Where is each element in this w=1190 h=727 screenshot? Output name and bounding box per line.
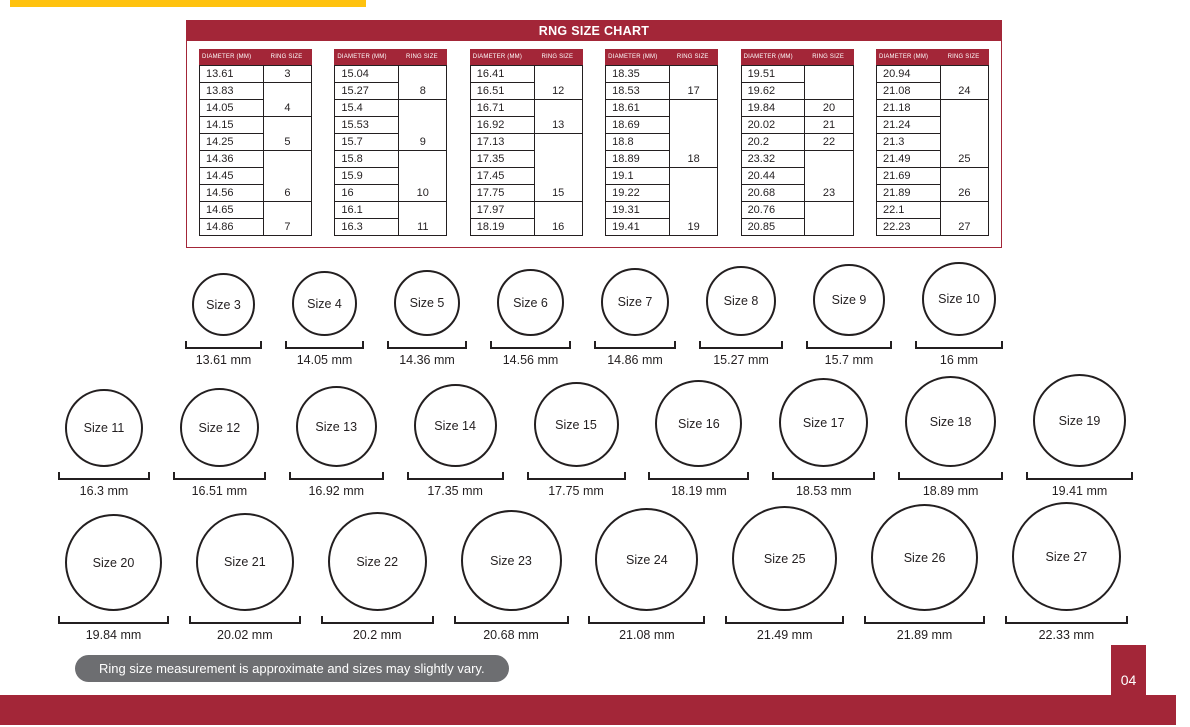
- diameter-cell: 21.3: [876, 134, 940, 151]
- ring-size-label: Size 13: [315, 419, 358, 434]
- size-table-row: [606, 168, 718, 185]
- ring-size-cell: 25: [940, 100, 988, 168]
- size-table-grid: [876, 65, 989, 236]
- diameter-cell: 15.7: [335, 134, 399, 151]
- ring-size-cell: 24: [940, 66, 988, 100]
- ring-size-cell: 4: [263, 83, 311, 117]
- ring-size-label: Size 25: [763, 551, 806, 566]
- measure-bracket: [1005, 616, 1128, 624]
- ring-size-label: Size 10: [938, 292, 980, 306]
- diameter-cell: 18.8: [606, 134, 670, 151]
- ring-size-cell: 17: [670, 66, 718, 100]
- diameter-cell: 16.51: [470, 83, 534, 100]
- diameter-cell: 15.8: [335, 151, 399, 168]
- ring-size-label: Size 12: [198, 420, 241, 435]
- ring-size-column-header: RING SIZE: [541, 54, 574, 60]
- diameter-cell: 18.19: [470, 219, 534, 236]
- size-table-row: [741, 151, 853, 168]
- ring-circle: [65, 389, 143, 467]
- footer-red-bar: [0, 695, 1176, 725]
- ring-size-label: Size 3: [206, 297, 241, 312]
- ring-circle: [905, 376, 996, 467]
- size-table: [741, 49, 854, 236]
- diameter-cell: 20.68: [741, 185, 805, 202]
- size-table-row: [200, 66, 312, 83]
- page-number-tab: 04: [1111, 645, 1146, 695]
- size-table: [876, 49, 989, 236]
- ring-size-item: [648, 380, 749, 498]
- diameter-value-label: 15.27 mm: [713, 353, 769, 367]
- size-table: [470, 49, 583, 236]
- diameter-cell: 15.04: [335, 66, 399, 83]
- ring-size-column-header: RING SIZE: [812, 54, 845, 60]
- measure-bracket: [407, 472, 504, 480]
- diameter-column-header: DIAMETER (MM): [743, 54, 793, 60]
- size-table-header: [334, 49, 447, 65]
- diameter-cell: 20.94: [876, 66, 940, 83]
- ring-size-column-header: RING SIZE: [270, 54, 303, 60]
- ring-size-label: Size 21: [223, 555, 266, 569]
- size-table-row: [200, 151, 312, 168]
- diameter-cell: 21.69: [876, 168, 940, 185]
- diameter-cell: 17.75: [470, 185, 534, 202]
- diameter-value-label: 14.86 mm: [607, 353, 663, 367]
- size-table: [199, 49, 312, 236]
- measure-bracket: [898, 472, 1003, 480]
- measure-bracket: [864, 616, 985, 624]
- ring-size-column-header: RING SIZE: [676, 54, 709, 60]
- size-table-row: [335, 66, 447, 83]
- ring-size-label: Size 15: [555, 417, 597, 432]
- ring-circle: [595, 508, 698, 611]
- size-table-row: [876, 168, 988, 185]
- diameter-cell: 15.53: [335, 117, 399, 134]
- diameter-value-label: 17.75 mm: [548, 484, 604, 498]
- diameter-value-label: 14.56 mm: [502, 353, 559, 367]
- ring-circle: [706, 266, 776, 336]
- ring-size-cell: 7: [263, 202, 311, 236]
- size-table-grid: [470, 65, 583, 236]
- ring-size-item: [321, 512, 434, 642]
- ring-size-label: Size 23: [490, 553, 532, 568]
- diameter-cell: 13.61: [200, 66, 264, 83]
- diameter-value-label: 18.89 mm: [922, 484, 979, 498]
- ring-size-cell: 3: [263, 66, 311, 83]
- diameter-cell: 19.31: [606, 202, 670, 219]
- measure-bracket: [58, 616, 169, 624]
- size-table-row: [470, 100, 582, 117]
- size-table-row: [876, 202, 988, 219]
- size-table-row: [470, 202, 582, 219]
- ring-size-item: [527, 382, 626, 498]
- diameter-value-label: 16.92 mm: [308, 484, 365, 498]
- ring-circle: [328, 512, 427, 611]
- ring-size-label: Size 5: [409, 296, 445, 310]
- size-table-row: [335, 202, 447, 219]
- ring-size-cell: 15: [534, 134, 582, 202]
- diameter-cell: 14.25: [200, 134, 264, 151]
- diameter-cell: 16.3: [335, 219, 399, 236]
- ring-size-cell: 6: [263, 151, 311, 202]
- measure-bracket: [58, 472, 150, 480]
- diameter-cell: 15.4: [335, 100, 399, 117]
- measure-bracket: [806, 341, 892, 349]
- diameter-cell: 19.84: [741, 100, 805, 117]
- ring-size-cell: 22: [805, 134, 853, 151]
- ring-size-item: [407, 384, 504, 498]
- size-table-header: [470, 49, 583, 65]
- ring-size-item: [699, 266, 783, 367]
- size-table-grid: [334, 65, 447, 236]
- diameter-column-header: DIAMETER (MM): [878, 54, 929, 60]
- ring-size-item: [173, 388, 266, 498]
- measure-bracket: [915, 341, 1003, 349]
- ring-circle: [655, 380, 742, 467]
- ring-size-label: Size 18: [929, 414, 972, 429]
- page-title: RNG SIZE CHART: [187, 21, 1001, 41]
- size-table-row: [335, 151, 447, 168]
- diameter-cell: 17.13: [470, 134, 534, 151]
- diameter-value-label: 20.02 mm: [217, 628, 273, 642]
- ring-size-cell: 27: [940, 202, 988, 236]
- diameter-value-label: 20.2 mm: [352, 628, 402, 642]
- ring-size-cell: 5: [263, 117, 311, 151]
- ring-circle: [180, 388, 259, 467]
- diameter-value-label: 18.19 mm: [671, 484, 727, 498]
- circles-row-2: [58, 368, 1133, 498]
- size-table-row: [470, 66, 582, 83]
- measure-bracket: [594, 341, 676, 349]
- diameter-cell: 13.83: [200, 83, 264, 100]
- measure-bracket: [289, 472, 384, 480]
- ring-circle: [922, 262, 996, 336]
- diameter-cell: 22.23: [876, 219, 940, 236]
- ring-circle: [1033, 374, 1126, 467]
- ring-circle: [292, 271, 357, 336]
- size-table-row: [741, 134, 853, 151]
- ring-size-label: Size 19: [1058, 413, 1101, 428]
- diameter-cell: 21.18: [876, 100, 940, 117]
- measure-bracket: [321, 616, 434, 624]
- ring-size-label: Size 4: [307, 296, 342, 311]
- diameter-cell: 15.9: [335, 168, 399, 185]
- ring-size-column-header: RING SIZE: [947, 54, 980, 60]
- ring-size-column-header: RING SIZE: [406, 54, 438, 60]
- ring-size-item: [898, 376, 1003, 498]
- size-table-row: [876, 100, 988, 117]
- diameter-cell: 14.65: [200, 202, 264, 219]
- diameter-column-header: DIAMETER (MM): [608, 54, 658, 60]
- measure-bracket: [527, 472, 626, 480]
- size-table-row: [606, 66, 718, 83]
- ring-size-cell: 9: [399, 100, 447, 151]
- diameter-cell: 14.45: [200, 168, 264, 185]
- ring-size-cell: [805, 202, 853, 236]
- ring-circle: [196, 513, 294, 611]
- ring-size-label: Size 11: [83, 421, 125, 435]
- ring-size-item: [58, 514, 169, 642]
- ring-size-label: Size 27: [1045, 549, 1088, 564]
- ring-size-item: [58, 389, 150, 498]
- ring-size-label: Size 22: [356, 554, 399, 569]
- diameter-cell: 21.08: [876, 83, 940, 100]
- measure-bracket: [699, 341, 783, 349]
- size-table-row: [741, 117, 853, 134]
- ring-size-item: [588, 508, 705, 642]
- diameter-cell: 19.1: [606, 168, 670, 185]
- diameter-cell: 18.69: [606, 117, 670, 134]
- ring-size-label: Size 16: [678, 416, 720, 431]
- ring-size-label: Size 7: [617, 295, 653, 309]
- ring-size-cell: 19: [670, 168, 718, 236]
- ring-size-item: [1005, 502, 1128, 642]
- size-table: [605, 49, 718, 236]
- measure-bracket: [725, 616, 844, 624]
- ring-circle: [732, 506, 837, 611]
- ring-size-item: [864, 504, 985, 642]
- diameter-value-label: 22.33 mm: [1038, 628, 1095, 642]
- size-table-header: [741, 49, 854, 65]
- circles-row-3: [58, 492, 1128, 642]
- diameter-cell: 21.49: [876, 151, 940, 168]
- ring-size-cell: 16: [534, 202, 582, 236]
- diameter-cell: 20.85: [741, 219, 805, 236]
- ring-circle: [192, 273, 255, 336]
- ring-circle: [461, 510, 562, 611]
- ring-size-item: [387, 270, 467, 367]
- ring-circle: [497, 269, 564, 336]
- diameter-column-header: DIAMETER (MM): [472, 54, 523, 60]
- ring-size-item: [806, 264, 892, 367]
- diameter-value-label: 16.3 mm: [79, 484, 129, 498]
- diameter-cell: 14.05: [200, 100, 264, 117]
- size-table-header: [876, 49, 989, 65]
- diameter-column-header: DIAMETER (MM): [337, 54, 387, 60]
- diameter-value-label: 13.61 mm: [195, 353, 252, 367]
- ring-size-item: [915, 262, 1003, 367]
- diameter-value-label: 16.51 mm: [191, 484, 248, 498]
- diameter-value-label: 21.49 mm: [756, 628, 813, 642]
- diameter-value-label: 19.41 mm: [1051, 484, 1108, 498]
- diameter-cell: 23.32: [741, 151, 805, 168]
- diameter-cell: 21.89: [876, 185, 940, 202]
- size-chart-panel: [186, 20, 1002, 248]
- diameter-cell: 22.1: [876, 202, 940, 219]
- ring-size-label: Size 14: [434, 418, 476, 433]
- ring-circle: [65, 514, 162, 611]
- ring-size-cell: 11: [399, 202, 447, 236]
- ring-size-item: [772, 378, 875, 498]
- diameter-cell: 20.44: [741, 168, 805, 185]
- ring-size-item: [490, 269, 571, 367]
- diameter-cell: 16.71: [470, 100, 534, 117]
- ring-size-cell: 10: [399, 151, 447, 202]
- size-table-grid: [199, 65, 312, 236]
- diameter-cell: 19.22: [606, 185, 670, 202]
- disclaimer-note: Ring size measurement is approximate and sizes may slightly vary.: [75, 655, 509, 682]
- diameter-value-label: 20.68 mm: [483, 628, 539, 642]
- diameter-cell: 16: [335, 185, 399, 202]
- diameter-value-label: 15.7 mm: [824, 353, 874, 367]
- ring-size-cell: 12: [534, 66, 582, 100]
- diameter-cell: 14.36: [200, 151, 264, 168]
- measure-bracket: [772, 472, 875, 480]
- ring-size-item: [594, 268, 676, 367]
- ring-circle: [601, 268, 669, 336]
- measure-bracket: [454, 616, 569, 624]
- ring-circle: [414, 384, 497, 467]
- size-table-row: [741, 202, 853, 219]
- ring-size-item: [725, 506, 844, 642]
- diameter-cell: 17.97: [470, 202, 534, 219]
- diameter-value-label: 21.89 mm: [896, 628, 953, 642]
- size-table-row: [741, 100, 853, 117]
- size-table-row: [335, 100, 447, 117]
- diameter-cell: 20.02: [741, 117, 805, 134]
- diameter-value-label: 14.05 mm: [296, 353, 353, 367]
- diameter-cell: 19.41: [606, 219, 670, 236]
- diameter-cell: 16.92: [470, 117, 534, 134]
- measure-bracket: [189, 616, 301, 624]
- ring-circle: [1012, 502, 1121, 611]
- diameter-value-label: 18.53 mm: [795, 484, 852, 498]
- diameter-cell: 20.2: [741, 134, 805, 151]
- diameter-cell: 17.45: [470, 168, 534, 185]
- measure-bracket: [185, 341, 262, 349]
- size-table-grid: [605, 65, 718, 236]
- circles-row-1: [185, 255, 1003, 367]
- ring-circle: [813, 264, 885, 336]
- ring-circle: [394, 270, 460, 336]
- size-tables-row: [187, 41, 1001, 242]
- size-table-header: [199, 49, 312, 65]
- ring-size-cell: 21: [805, 117, 853, 134]
- size-table-row: [741, 66, 853, 83]
- measure-bracket: [490, 341, 571, 349]
- ring-size-label: Size 26: [903, 550, 946, 565]
- ring-size-label: Size 6: [513, 295, 548, 310]
- ring-size-cell: 20: [805, 100, 853, 117]
- diameter-value-label: 21.08 mm: [619, 628, 675, 642]
- ring-size-cell: [805, 66, 853, 100]
- diameter-cell: 16.1: [335, 202, 399, 219]
- ring-size-cell: 18: [670, 100, 718, 168]
- diameter-cell: 18.89: [606, 151, 670, 168]
- measure-bracket: [285, 341, 364, 349]
- size-table-grid: [741, 65, 854, 236]
- ring-size-item: [1026, 374, 1133, 498]
- ring-circle: [871, 504, 978, 611]
- ring-size-item: [185, 273, 262, 367]
- ring-size-label: Size 20: [92, 555, 135, 570]
- measure-bracket: [648, 472, 749, 480]
- size-table-row: [470, 134, 582, 151]
- ring-size-item: [285, 271, 364, 367]
- ring-size-label: Size 8: [723, 294, 759, 308]
- size-table-row: [606, 100, 718, 117]
- measure-bracket: [173, 472, 266, 480]
- ring-size-label: Size 17: [802, 415, 845, 430]
- diameter-cell: 21.24: [876, 117, 940, 134]
- ring-size-cell: 8: [399, 66, 447, 100]
- ring-size-cell: 23: [805, 151, 853, 202]
- diameter-column-header: DIAMETER (MM): [202, 54, 252, 60]
- diameter-cell: 18.61: [606, 100, 670, 117]
- ring-size-cell: 13: [534, 100, 582, 134]
- size-table-row: [200, 117, 312, 134]
- diameter-cell: 14.86: [200, 219, 264, 236]
- diameter-cell: 17.35: [470, 151, 534, 168]
- ring-circle: [296, 386, 377, 467]
- ring-circle: [534, 382, 619, 467]
- ring-size-cell: 26: [940, 168, 988, 202]
- measure-bracket: [588, 616, 705, 624]
- measure-bracket: [1026, 472, 1133, 480]
- diameter-cell: 19.51: [741, 66, 805, 83]
- diameter-cell: 14.15: [200, 117, 264, 134]
- diameter-cell: 19.62: [741, 83, 805, 100]
- diameter-cell: 18.53: [606, 83, 670, 100]
- size-table-row: [200, 202, 312, 219]
- diameter-value-label: 14.36 mm: [399, 353, 455, 367]
- diameter-value-label: 16 mm: [939, 353, 979, 367]
- ring-circle: [779, 378, 868, 467]
- ring-size-item: [289, 386, 384, 498]
- diameter-cell: 14.56: [200, 185, 264, 202]
- size-table-header: [605, 49, 718, 65]
- ring-size-item: [454, 510, 569, 642]
- diameter-cell: 18.35: [606, 66, 670, 83]
- diameter-cell: 15.27: [335, 83, 399, 100]
- size-table-row: [876, 66, 988, 83]
- ring-size-label: Size 24: [626, 552, 668, 567]
- diameter-value-label: 19.84 mm: [85, 628, 142, 642]
- diameter-cell: 20.76: [741, 202, 805, 219]
- top-yellow-bar: [10, 0, 366, 7]
- diameter-value-label: 17.35 mm: [427, 484, 483, 498]
- ring-size-item: [189, 513, 301, 642]
- size-table-row: [200, 83, 312, 100]
- measure-bracket: [387, 341, 467, 349]
- diameter-cell: 16.41: [470, 66, 534, 83]
- size-table: [334, 49, 447, 236]
- ring-size-label: Size 9: [831, 293, 867, 307]
